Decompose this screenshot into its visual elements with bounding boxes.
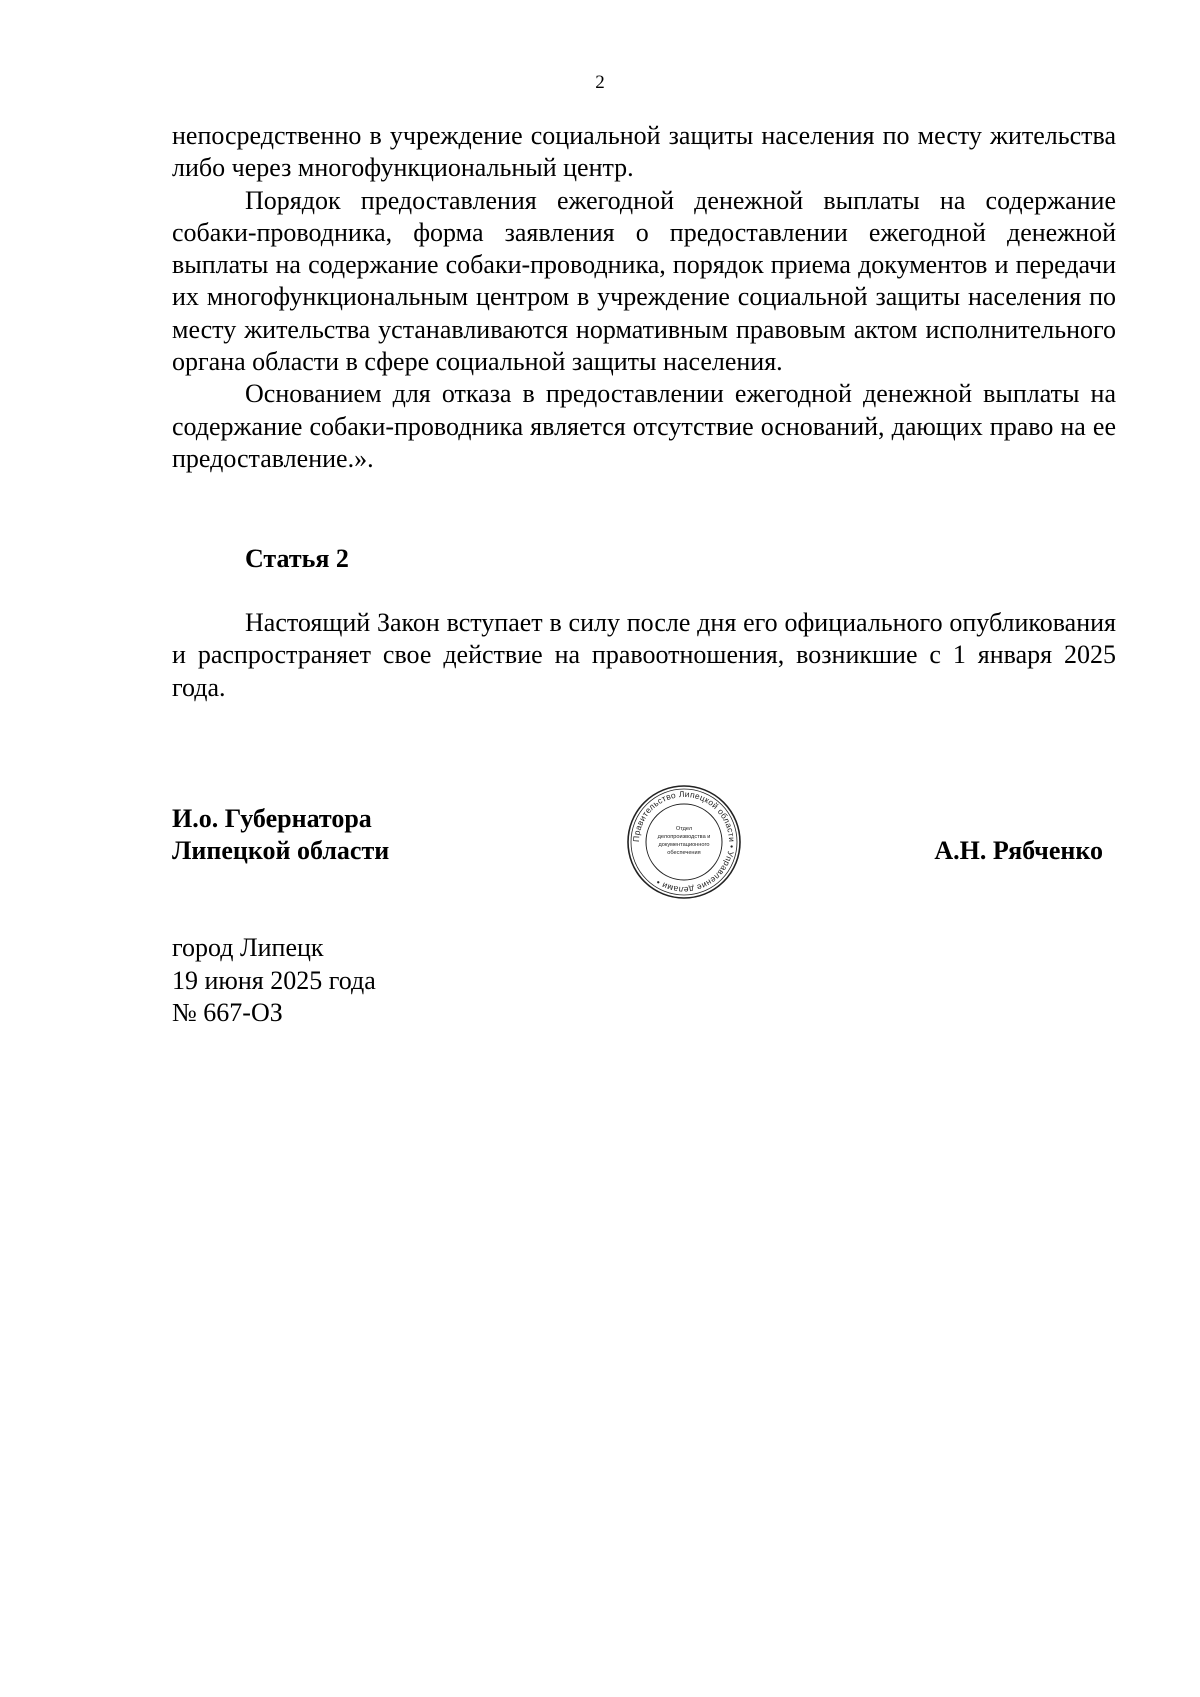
stamp-center-line-3: документационного	[658, 842, 710, 848]
paragraph-refusal-grounds: Основанием для отказа в предоставлении ежегодной денежной выплаты на содержание собаки-проводника является отсутствие оснований, дающих право на ее предоставление.».	[172, 379, 1116, 473]
document-details	[172, 932, 376, 1030]
official-stamp	[626, 784, 742, 900]
article-2-heading: Статья 2	[245, 544, 349, 573]
stamp-center-line-4: обеспечения	[667, 850, 701, 856]
document-city: город Липецк	[172, 933, 324, 962]
stamp-ring-text: Правительство Липецкой области • Управление делами •	[630, 788, 738, 896]
stamp-center-line-2: делопроизводства и	[657, 834, 711, 840]
page-number: 2	[595, 72, 605, 93]
paragraph-procedure: Порядок предоставления ежегодной денежной выплаты на содержание собаки-проводника, форма заявления о предоставлении ежегодной денежной выплаты на содержание собаки-проводника, порядок приема документов и передачи их многофункциональным центром в учреждение социальной защиты населения по месту жительства устанавливаются нормативным правовым актом исполнительного органа области в сфере социальной защиты населения.	[172, 185, 1116, 377]
law-text-continuation	[172, 120, 1116, 475]
signatory-name: А.Н. Рябченко	[934, 836, 1103, 865]
signatory-title	[172, 803, 389, 867]
document-number: № 667-ОЗ	[172, 998, 283, 1027]
document-date: 19 июня 2025 года	[172, 965, 376, 995]
paragraph-submission: непосредственно в учреждение социальной защиты населения по месту жительства либо через многофункциональный центр.	[172, 121, 1116, 183]
signatory-title-line-2: Липецкой области	[172, 836, 390, 865]
paragraph-entry-into-force: Настоящий Закон вступает в силу после дня его официального опубликования и распространяет свое действие на правоотношения, возникшие с 1 января 2025 года.	[172, 608, 1116, 702]
signatory-title-line-1: И.о. Губернатора	[172, 804, 372, 833]
article-2-body	[172, 607, 1116, 704]
stamp-center-line-1: Отдел	[675, 826, 693, 832]
